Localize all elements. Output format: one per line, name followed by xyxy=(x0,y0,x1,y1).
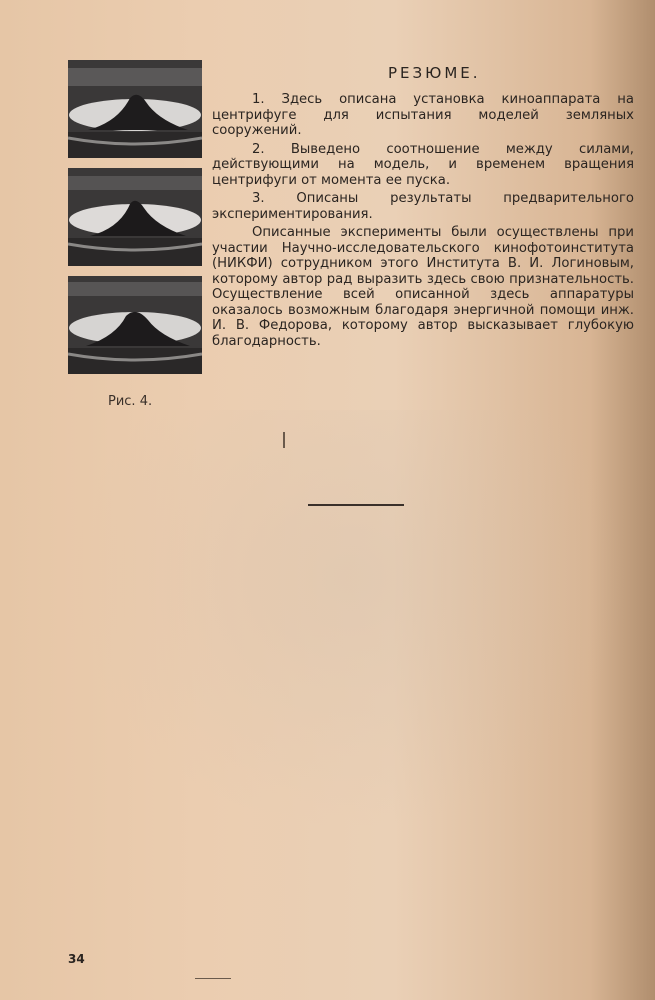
frame-3-image xyxy=(68,276,202,374)
figure-caption: Рис. 4. xyxy=(108,394,153,409)
frame-1-image xyxy=(68,60,202,158)
page-number: 34 xyxy=(68,952,85,966)
resume-paragraph-4: Описанные эксперименты были осуществлены при участии Научно-исследовательского кинофотоинститута (НИКФИ) сотрудником этого Института В. И. Логиновым, которому автор рад выразить здесь свою признательность. Осуществление всей описанной здесь аппаратуры оказалось возможным благодаря энергичной помощи инж. И. В. Федорова, которому автор высказывает глубокую благодарность. xyxy=(212,225,634,349)
film-frame-2 xyxy=(68,168,202,266)
resume-title: РЕЗЮМЕ. xyxy=(388,64,481,82)
resume-paragraph-1: 1. Здесь описана установка киноаппарата на центрифуге для испытания моделей земляных сооружений. xyxy=(212,92,634,138)
resume-paragraph-3: 3. Описаны результаты предварительного экспериментирования. xyxy=(212,191,634,222)
stray-mark xyxy=(283,432,285,448)
resume-paragraph-2: 2. Выведено соотношение между силами, действующими на модель, и временем вращения центрифуги от момента ее пуска. xyxy=(212,141,634,188)
film-frame-1 xyxy=(68,60,202,158)
resume-body xyxy=(212,92,634,352)
film-frame-3 xyxy=(68,276,202,374)
section-divider xyxy=(308,504,404,506)
paper-stain xyxy=(70,410,630,830)
frame-2-image xyxy=(68,168,202,266)
bottom-mark xyxy=(195,978,231,979)
figure-film-frames xyxy=(68,60,202,384)
